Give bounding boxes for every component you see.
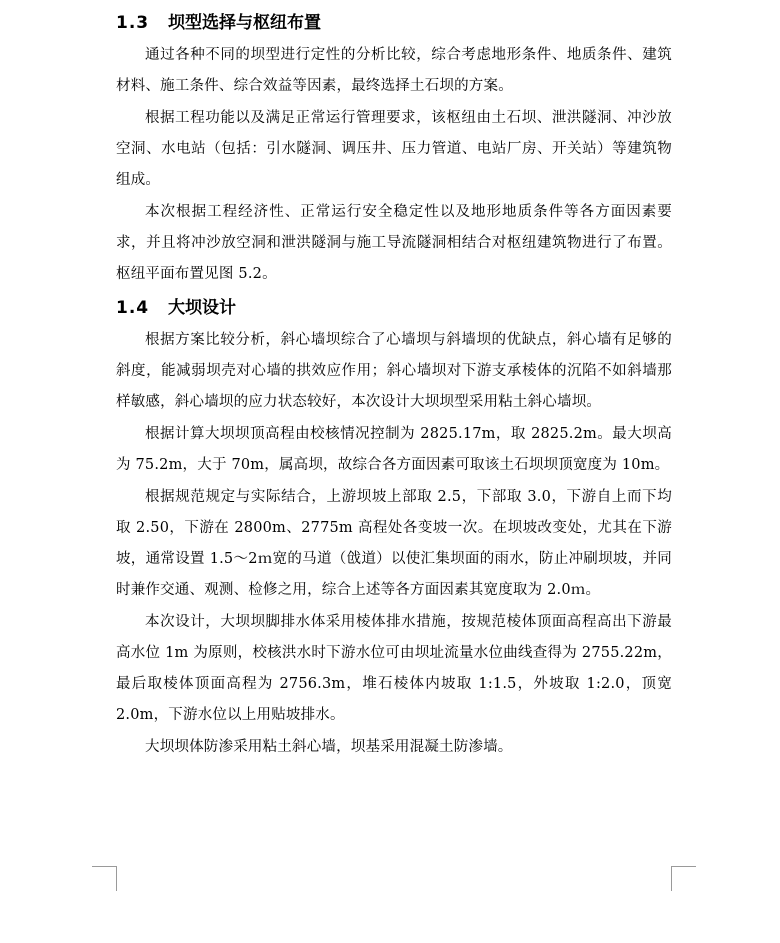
margin-corner-mark-left bbox=[92, 866, 117, 891]
section-number: 1.3 bbox=[116, 13, 150, 33]
document-body bbox=[116, 6, 672, 764]
paragraph: 根据计算大坝坝顶高程由校核情况控制为 2825.17m，取 2825.2m。最大坝高为 75.2m，大于 70m，属高坝，故综合各方面因素可取该土石坝坝顶宽度为 10m。 bbox=[116, 426, 672, 473]
section-title: 坝型选择与枢纽布置 bbox=[168, 13, 321, 33]
section-heading-1-4 bbox=[116, 291, 672, 325]
section-heading-1-3 bbox=[116, 6, 672, 40]
section-title: 大坝设计 bbox=[168, 298, 236, 318]
paragraph: 根据规范规定与实际结合，上游坝坡上部取 2.5，下部取 3.0，下游自上而下均取 2.50，下游在 2800m、2775m 高程处各变坡一次。在坝坡改变处，尤其在下游坡，通常设置 1.5～2ｍ宽的马道（戗道）以使汇集坝面的雨水，防止冲刷坝坡，并同时兼作交通、观测、检修之用，综合上述等各方面因素其宽度取为 2.0ｍ。 bbox=[116, 489, 672, 598]
paragraph: 根据工程功能以及满足正常运行管理要求，该枢纽由土石坝、泄洪隧洞、冲沙放空洞、水电站（包括：引水隧洞、调压井、压力管道、电站厂房、开关站）等建筑物组成。 bbox=[116, 110, 672, 188]
paragraph: 本次根据工程经济性、正常运行安全稳定性以及地形地质条件等各方面因素要求，并且将冲沙放空洞和泄洪隧洞与施工导流隧洞相结合对枢纽建筑物进行了布置。枢纽平面布置见图 5.2。 bbox=[116, 204, 672, 282]
margin-corner-mark-right bbox=[671, 866, 696, 891]
paragraph: 大坝坝体防渗采用粘土斜心墙，坝基采用混凝土防渗墙。 bbox=[145, 739, 513, 755]
paragraph: 通过各种不同的坝型进行定性的分析比较，综合考虑地形条件、地质条件、建筑材料、施工条件、综合效益等因素，最终选择土石坝的方案。 bbox=[116, 47, 672, 94]
section-number: 1.4 bbox=[116, 298, 150, 318]
paragraph: 本次设计，大坝坝脚排水体采用棱体排水措施，按规范棱体顶面高程高出下游最高水位 1m 为原则，校核洪水时下游水位可由坝址流量水位曲线查得为 2755.22m，最后取棱体顶面高程为 2756.3m，堆石棱体内坡取 1:1.5，外坡取 1:2.0，顶宽 2.0m，下游水位以上用贴坡排水。 bbox=[116, 614, 672, 723]
paragraph: 根据方案比较分析，斜心墙坝综合了心墙坝与斜墙坝的优缺点，斜心墙有足够的斜度，能减弱坝壳对心墙的拱效应作用；斜心墙坝对下游支承棱体的沉陷不如斜墙那样敏感，斜心墙坝的应力状态较好，本次设计大坝坝型采用粘土斜心墙坝。 bbox=[116, 332, 672, 410]
